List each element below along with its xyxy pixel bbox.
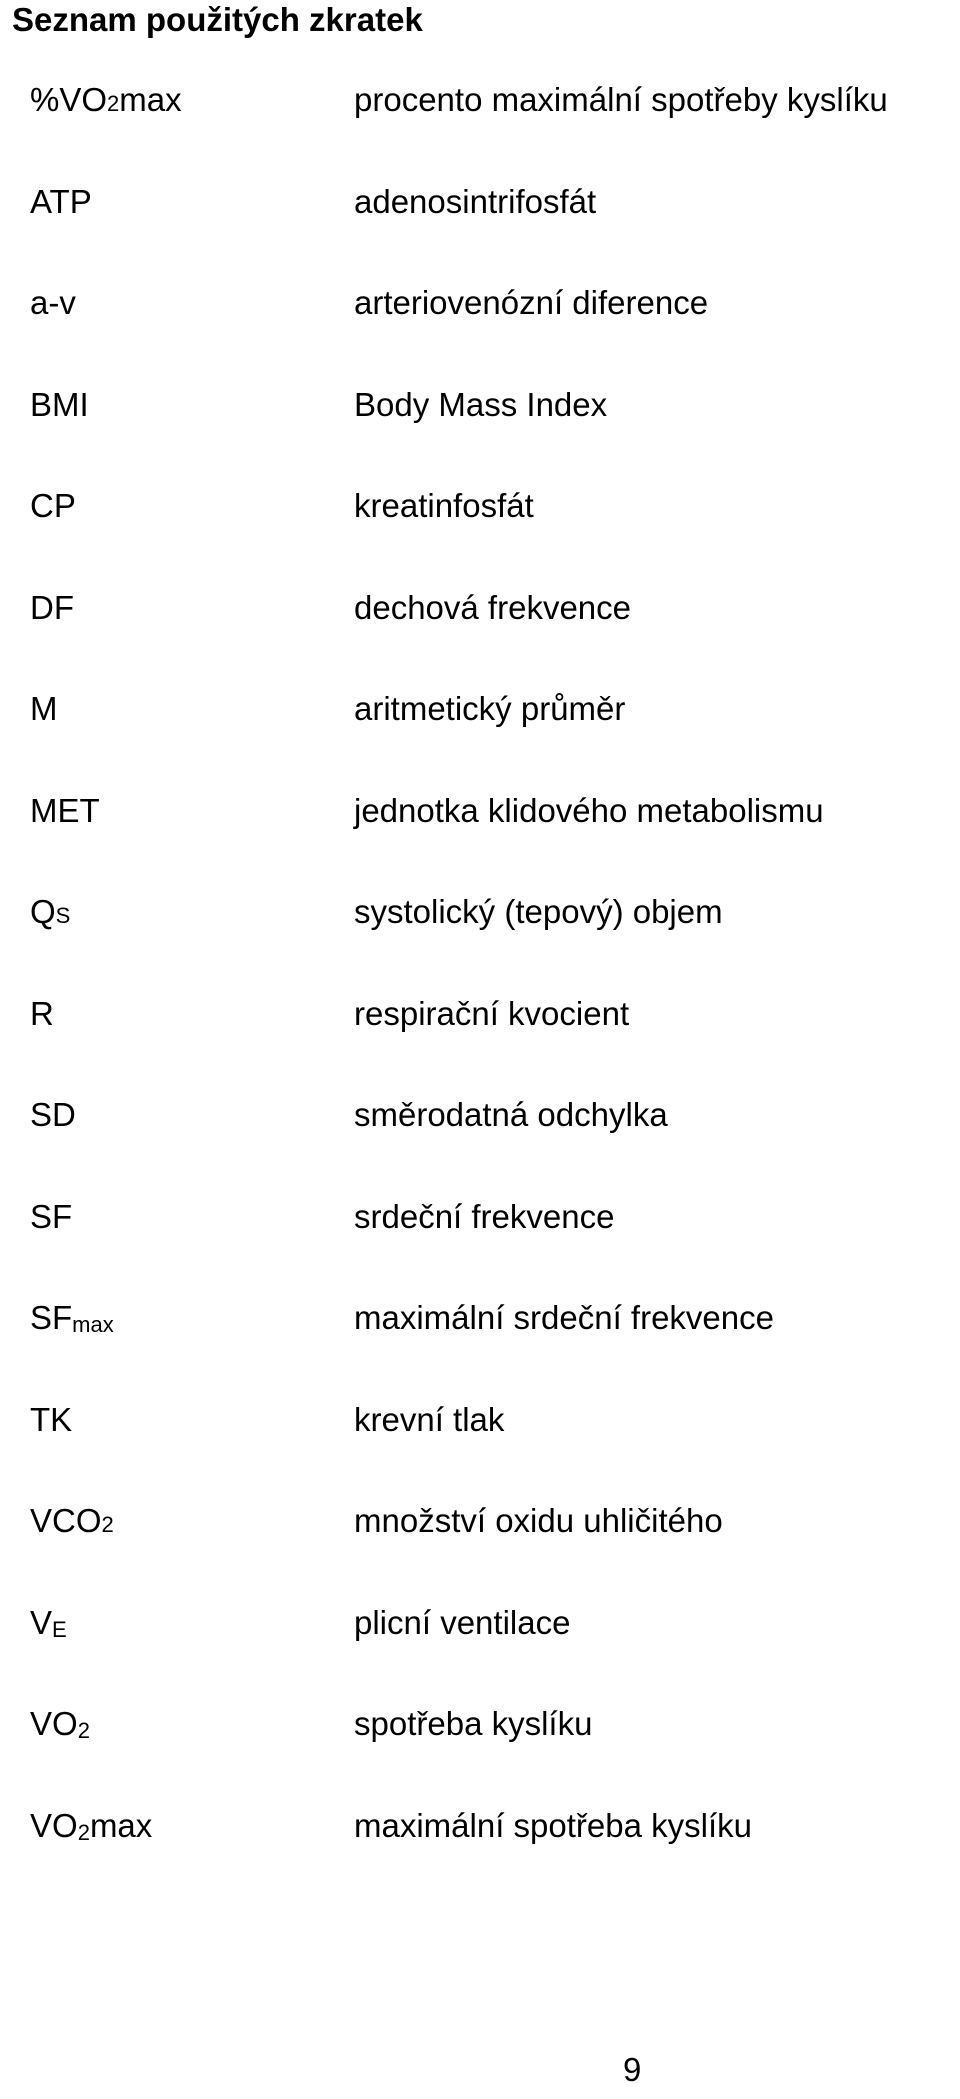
definition: aritmetický průměr: [354, 690, 626, 727]
list-item: [0, 1093, 960, 1195]
definition: respirační kvocient: [354, 994, 630, 1032]
list-item: [0, 1702, 960, 1804]
list-item: [0, 1804, 960, 1906]
abbreviation: TK: [30, 1400, 73, 1438]
list-item: [0, 1296, 960, 1398]
definition: spotřeba kyslíku: [354, 1705, 593, 1742]
definition: krevní tlak: [354, 1400, 505, 1438]
abbreviation: BMI: [30, 385, 89, 423]
abbreviation: CP: [30, 487, 76, 524]
list-item: [0, 1195, 960, 1297]
definition: srdeční frekvence: [354, 1197, 615, 1235]
abbreviation: a-v: [30, 284, 76, 321]
abbreviation: MET: [30, 791, 100, 829]
abbreviation: $SF_{max}$: [30, 1299, 114, 1338]
definition: systolický (tepový) objem: [354, 893, 723, 930]
abbreviation: DF: [30, 588, 74, 626]
definition: kreatinfosfát: [354, 487, 534, 524]
definition: směrodatná odchylka: [354, 1096, 668, 1133]
list-item: [0, 992, 960, 1094]
abbreviation: ATP: [30, 182, 92, 220]
definition: jednotka klidového metabolismu: [354, 791, 824, 829]
definition: plicní ventilace: [354, 1603, 571, 1641]
list-item: [0, 1601, 960, 1703]
definition: množství oxidu uhličitého: [354, 1502, 723, 1539]
definition: maximální srdeční frekvence: [354, 1299, 774, 1336]
definition: adenosintrifosfát: [354, 182, 597, 220]
definition: procento maximální spotřeby kyslíku: [354, 81, 888, 118]
definition: Body Mass Index: [354, 385, 608, 423]
abbreviation: SF: [30, 1197, 73, 1235]
list-item: [0, 281, 960, 383]
abbreviation: VCO2: [30, 1502, 114, 1539]
abbreviation: $V_E$: [30, 1603, 67, 1642]
abbreviation: QS: [30, 893, 71, 930]
list-item: [0, 78, 960, 180]
abbreviation: M: [30, 690, 58, 727]
list-item: [0, 687, 960, 789]
list-item: [0, 1499, 960, 1601]
abbreviation: $VO_2\max$: [30, 1806, 153, 1845]
abbreviation: %VO2max: [30, 81, 182, 118]
definition: maximální spotřeba kyslíku: [354, 1806, 752, 1844]
list-item: [0, 789, 960, 891]
list-item: [0, 890, 960, 992]
abbreviation-list: [0, 78, 960, 1905]
abbreviation: SD: [30, 1096, 76, 1133]
definition: dechová frekvence: [354, 588, 632, 626]
list-item: [0, 484, 960, 586]
abbreviation: $VO_2$: [30, 1705, 90, 1744]
abbreviation: R: [30, 994, 54, 1032]
list-item: [0, 180, 960, 282]
list-item: [0, 1398, 960, 1500]
list-item: [0, 383, 960, 485]
definition: arteriovenózní diference: [354, 284, 709, 321]
page-number: 9: [623, 2051, 642, 2088]
page-title: Seznam použitých zkratek: [12, 1, 423, 38]
list-item: [0, 586, 960, 688]
